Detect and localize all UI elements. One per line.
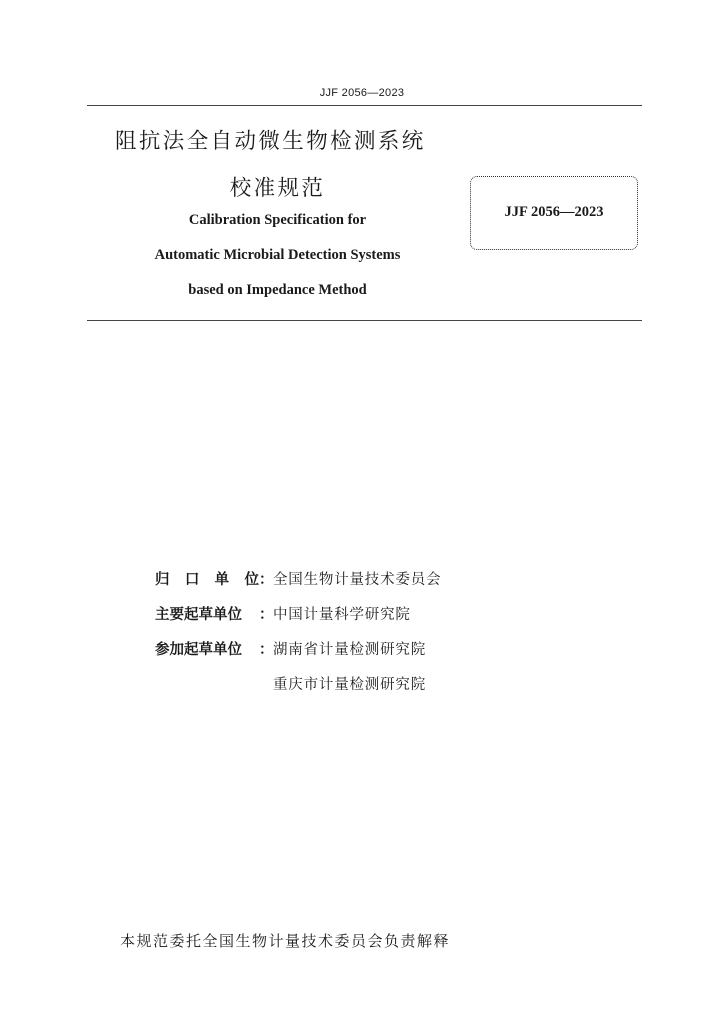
label-char: 归: [155, 572, 170, 588]
label-char: 位: [244, 572, 259, 588]
footer-note: 本规范委托全国生物计量技术委员会负责解释: [120, 932, 451, 950]
unit-colon: ：: [259, 607, 274, 623]
unit-colon: ：: [259, 642, 274, 658]
top-rule: [87, 105, 642, 106]
unit-label-zhuyao: 主要起草单位: [155, 607, 242, 623]
title-english-line3: based on Impedance Method: [188, 282, 367, 298]
title-english-line1: Calibration Specification for: [188, 212, 367, 228]
unit-label-canjia: 参加起草单位: [155, 642, 242, 658]
unit-value-zhuyao: 中国计量科学研究院: [273, 607, 411, 623]
label-char: 单: [214, 572, 230, 588]
unit-colon: ：: [259, 572, 274, 588]
title-chinese-line2: 校准规范: [229, 176, 326, 201]
title-english-line2: Automatic Microbial Detection Systems: [154, 247, 401, 263]
label-char: 口: [184, 572, 200, 588]
unit-value-canjia-2: 重庆市计量检测研究院: [273, 677, 426, 693]
unit-label-guikou: [155, 568, 259, 589]
unit-value-guikou: 全国生物计量技术委员会: [273, 572, 442, 588]
title-chinese-line1: 阻抗法全自动微生物检测系统: [115, 129, 426, 154]
code-stamp-text: JJF 2056—2023: [504, 204, 604, 220]
unit-value-canjia-1: 湖南省计量检测研究院: [273, 642, 426, 658]
bottom-rule: [87, 320, 642, 321]
header-code: JJF 2056—2023: [319, 87, 405, 99]
